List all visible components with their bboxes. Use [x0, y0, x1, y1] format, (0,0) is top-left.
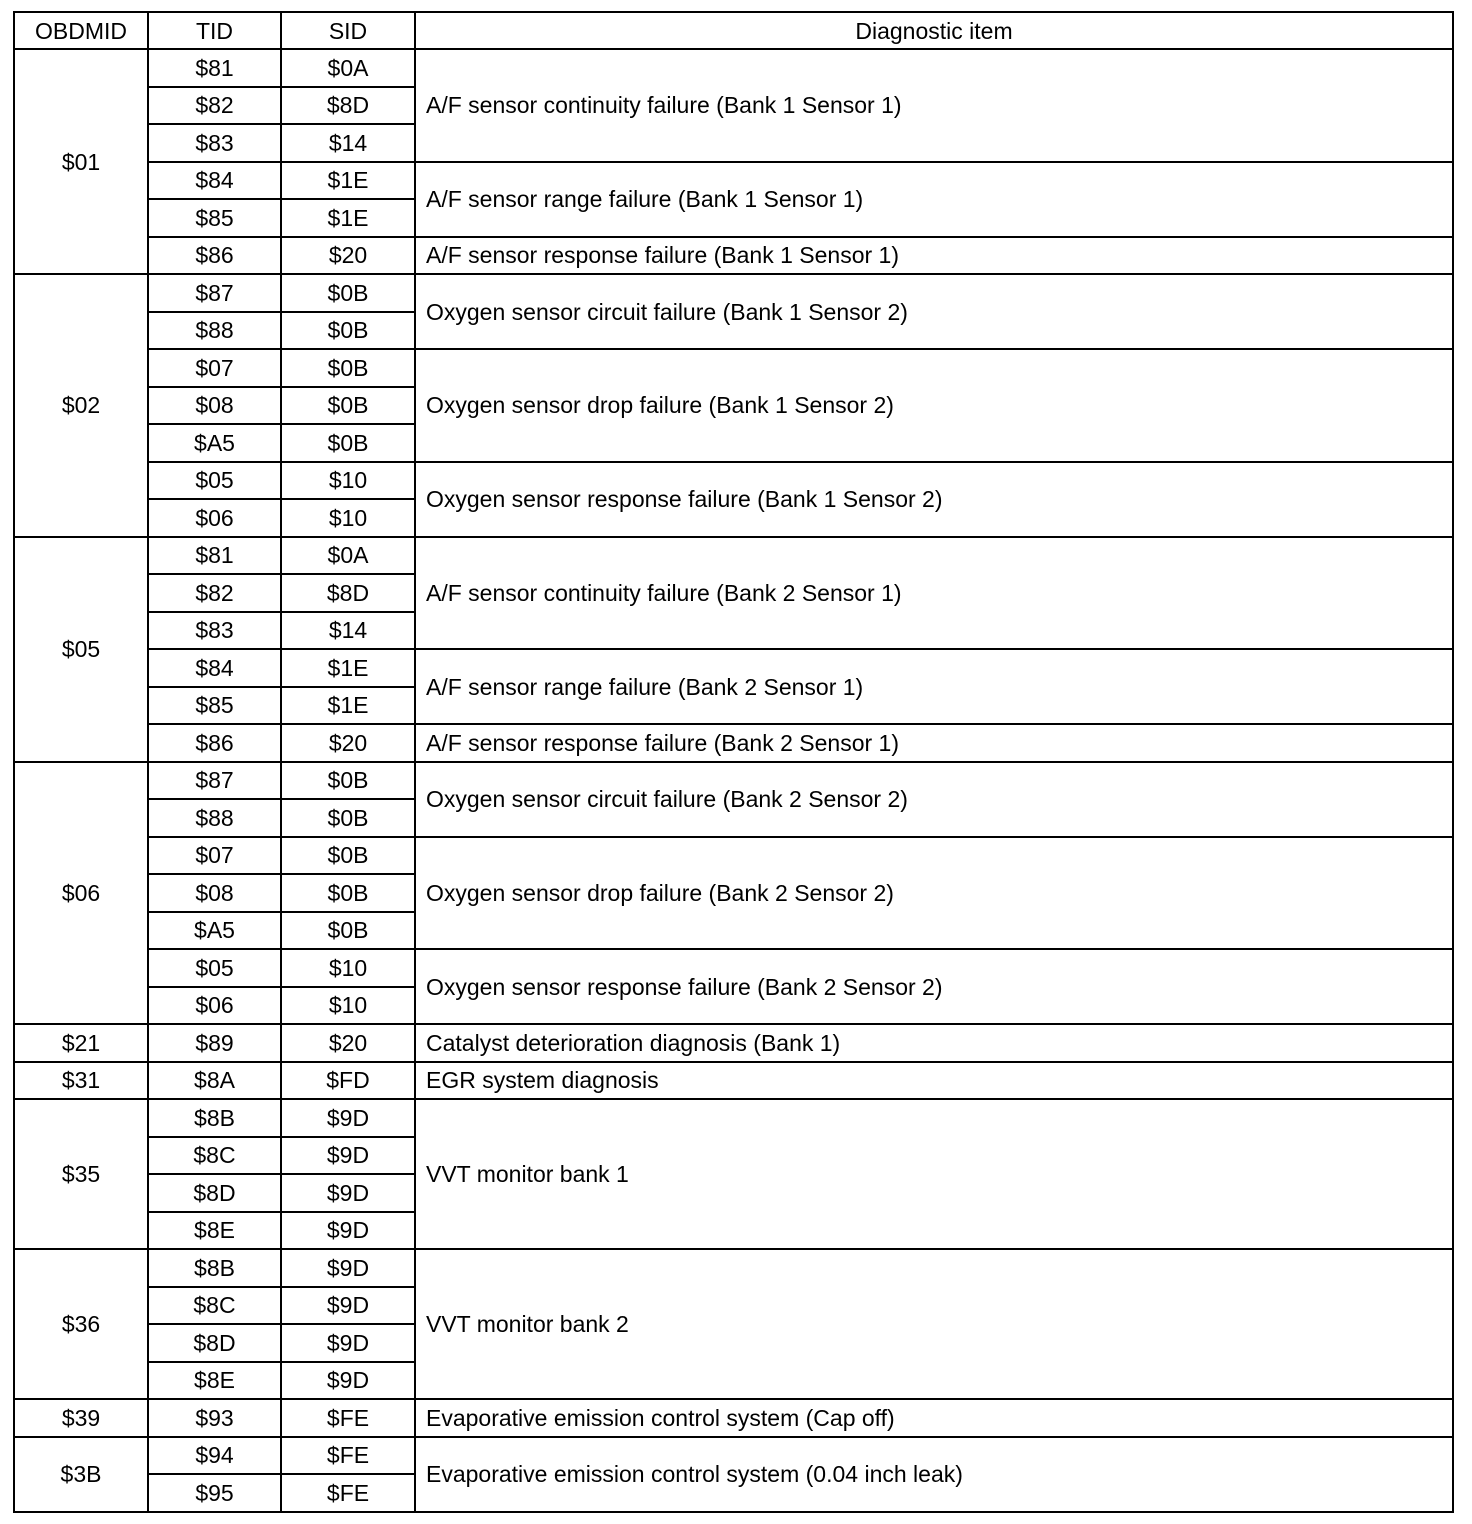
tid-cell: $85: [148, 687, 281, 725]
sid-cell: $9D: [281, 1362, 415, 1400]
tid-cell: $06: [148, 987, 281, 1025]
table-row: [14, 49, 1453, 87]
sid-cell: $0B: [281, 349, 415, 387]
tid-cell: $8B: [148, 1249, 281, 1287]
sid-cell: $1E: [281, 199, 415, 237]
sid-cell: $9D: [281, 1324, 415, 1362]
sid-cell: $0B: [281, 762, 415, 800]
diagnostic-item-cell: Oxygen sensor circuit failure (Bank 1 Sensor 2): [415, 274, 1453, 349]
tid-cell: $08: [148, 874, 281, 912]
tid-cell: $8C: [148, 1287, 281, 1325]
table-row: [14, 1249, 1453, 1287]
tid-cell: $82: [148, 574, 281, 612]
diagnostic-item-cell: A/F sensor continuity failure (Bank 2 Sensor 1): [415, 537, 1453, 650]
sid-cell: $8D: [281, 87, 415, 125]
sid-cell: $9D: [281, 1137, 415, 1175]
table-row: [14, 237, 1453, 275]
tid-cell: $A5: [148, 912, 281, 950]
diagnostic-item-cell: VVT monitor bank 1: [415, 1099, 1453, 1249]
tid-cell: $94: [148, 1437, 281, 1475]
sid-cell: $10: [281, 499, 415, 537]
diagnostic-item-cell: Oxygen sensor drop failure (Bank 2 Sensor 2): [415, 837, 1453, 950]
sid-cell: $14: [281, 124, 415, 162]
header-row: [14, 12, 1453, 49]
tid-cell: $8D: [148, 1324, 281, 1362]
sid-cell: $0B: [281, 387, 415, 425]
sid-cell: $1E: [281, 649, 415, 687]
header-sid: SID: [281, 12, 415, 49]
sid-cell: $0B: [281, 312, 415, 350]
sid-cell: $10: [281, 949, 415, 987]
diagnostic-item-cell: EGR system diagnosis: [415, 1062, 1453, 1100]
tid-cell: $8B: [148, 1099, 281, 1137]
sid-cell: $20: [281, 237, 415, 275]
sid-cell: $14: [281, 612, 415, 650]
obdmid-cell: $01: [14, 49, 148, 274]
tid-cell: $93: [148, 1399, 281, 1437]
diagnostic-item-cell: A/F sensor continuity failure (Bank 1 Sensor 1): [415, 49, 1453, 162]
tid-cell: $88: [148, 799, 281, 837]
table-row: [14, 649, 1453, 687]
obdmid-cell: $3B: [14, 1437, 148, 1512]
sid-cell: $0A: [281, 537, 415, 575]
sid-cell: $0A: [281, 49, 415, 87]
obdmid-table: [13, 11, 1454, 1513]
tid-cell: $05: [148, 949, 281, 987]
sid-cell: $10: [281, 462, 415, 500]
sid-cell: $9D: [281, 1212, 415, 1250]
obdmid-cell: $02: [14, 274, 148, 537]
tid-cell: $89: [148, 1024, 281, 1062]
diagnostic-item-cell: A/F sensor range failure (Bank 2 Sensor 1): [415, 649, 1453, 724]
tid-cell: $8A: [148, 1062, 281, 1100]
sid-cell: $FE: [281, 1474, 415, 1512]
diagnostic-item-cell: Evaporative emission control system (Cap off): [415, 1399, 1453, 1437]
sid-cell: $FD: [281, 1062, 415, 1100]
sid-cell: $9D: [281, 1099, 415, 1137]
tid-cell: $84: [148, 162, 281, 200]
table-row: [14, 1024, 1453, 1062]
table-row: [14, 1437, 1453, 1475]
tid-cell: $8C: [148, 1137, 281, 1175]
tid-cell: $82: [148, 87, 281, 125]
obdmid-cell: $39: [14, 1399, 148, 1437]
tid-cell: $85: [148, 199, 281, 237]
tid-cell: $8E: [148, 1362, 281, 1400]
tid-cell: $07: [148, 837, 281, 875]
obdmid-cell: $35: [14, 1099, 148, 1249]
table-row: [14, 1099, 1453, 1137]
diagnostic-item-cell: Catalyst deterioration diagnosis (Bank 1): [415, 1024, 1453, 1062]
diagnostic-item-cell: Evaporative emission control system (0.04 inch leak): [415, 1437, 1453, 1512]
sid-cell: $0B: [281, 799, 415, 837]
sid-cell: $9D: [281, 1249, 415, 1287]
diagnostic-item-cell: Oxygen sensor drop failure (Bank 1 Sensor 2): [415, 349, 1453, 462]
table-row: [14, 837, 1453, 875]
sid-cell: $20: [281, 724, 415, 762]
table-row: [14, 349, 1453, 387]
tid-cell: $81: [148, 537, 281, 575]
obdmid-cell: $36: [14, 1249, 148, 1399]
obdmid-cell: $21: [14, 1024, 148, 1062]
tid-cell: $95: [148, 1474, 281, 1512]
sid-cell: $8D: [281, 574, 415, 612]
table-row: [14, 949, 1453, 987]
diagnostic-item-cell: Oxygen sensor response failure (Bank 2 Sensor 2): [415, 949, 1453, 1024]
tid-cell: $83: [148, 612, 281, 650]
obdmid-cell: $05: [14, 537, 148, 762]
obdmid-table-sheet: [13, 11, 1454, 1513]
table-row: [14, 537, 1453, 575]
sid-cell: $9D: [281, 1287, 415, 1325]
header-tid: TID: [148, 12, 281, 49]
table-body: [14, 49, 1453, 1512]
table-row: [14, 274, 1453, 312]
sid-cell: $0B: [281, 837, 415, 875]
diagnostic-item-cell: VVT monitor bank 2: [415, 1249, 1453, 1399]
sid-cell: $0B: [281, 912, 415, 950]
table-row: [14, 1399, 1453, 1437]
sid-cell: $1E: [281, 162, 415, 200]
tid-cell: $86: [148, 237, 281, 275]
diagnostic-item-cell: A/F sensor response failure (Bank 2 Sensor 1): [415, 724, 1453, 762]
tid-cell: $87: [148, 274, 281, 312]
sid-cell: $0B: [281, 424, 415, 462]
obdmid-cell: $06: [14, 762, 148, 1025]
tid-cell: $87: [148, 762, 281, 800]
diagnostic-item-cell: Oxygen sensor response failure (Bank 1 Sensor 2): [415, 462, 1453, 537]
tid-cell: $88: [148, 312, 281, 350]
diagnostic-item-cell: A/F sensor response failure (Bank 1 Sensor 1): [415, 237, 1453, 275]
sid-cell: $FE: [281, 1399, 415, 1437]
sid-cell: $0B: [281, 274, 415, 312]
diagnostic-item-cell: A/F sensor range failure (Bank 1 Sensor 1): [415, 162, 1453, 237]
header-diagnostic-item: Diagnostic item: [415, 12, 1453, 49]
table-row: [14, 462, 1453, 500]
table-row: [14, 724, 1453, 762]
tid-cell: $A5: [148, 424, 281, 462]
tid-cell: $8D: [148, 1174, 281, 1212]
sid-cell: $20: [281, 1024, 415, 1062]
diagnostic-item-cell: Oxygen sensor circuit failure (Bank 2 Sensor 2): [415, 762, 1453, 837]
sid-cell: $9D: [281, 1174, 415, 1212]
tid-cell: $86: [148, 724, 281, 762]
tid-cell: $08: [148, 387, 281, 425]
obdmid-cell: $31: [14, 1062, 148, 1100]
tid-cell: $84: [148, 649, 281, 687]
table-row: [14, 1062, 1453, 1100]
tid-cell: $8E: [148, 1212, 281, 1250]
table-row: [14, 162, 1453, 200]
tid-cell: $05: [148, 462, 281, 500]
tid-cell: $07: [148, 349, 281, 387]
header-obdmid: OBDMID: [14, 12, 148, 49]
sid-cell: $1E: [281, 687, 415, 725]
sid-cell: $0B: [281, 874, 415, 912]
tid-cell: $83: [148, 124, 281, 162]
table-row: [14, 762, 1453, 800]
tid-cell: $81: [148, 49, 281, 87]
sid-cell: $FE: [281, 1437, 415, 1475]
sid-cell: $10: [281, 987, 415, 1025]
tid-cell: $06: [148, 499, 281, 537]
